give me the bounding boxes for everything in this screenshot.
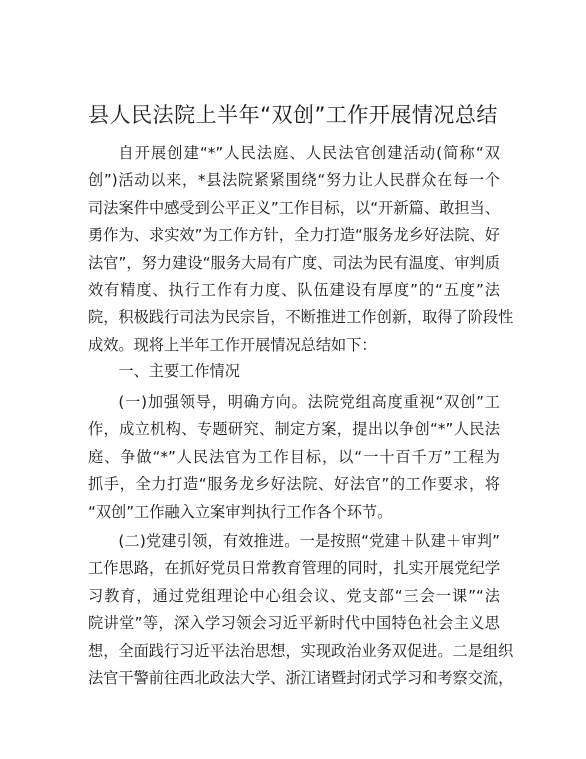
paragraph-line: 庭、争做“*”人民法官为工作目标，以“一十百千万”工程为 — [88, 447, 500, 466]
paragraph-line: 成效。现将上半年工作开展情况总结如下： — [88, 335, 377, 354]
paragraph-line: 院，积极践行司法为民宗旨，不断推进工作创新，取得了阶段性 — [88, 308, 514, 327]
section-heading: 一、主要工作情况 — [118, 362, 240, 380]
paragraph-line: 作，成立机构、专题研究、制定方案，提出以争创“*”人民法 — [88, 420, 500, 439]
paragraph-line: 勇作为、求实效”为工作方针，全力打造“服务龙乡好法院、好 — [88, 226, 500, 245]
paragraph-line: (一)加强领导，明确方向。法院党组高度重视“双创”工 — [118, 393, 500, 411]
paragraph-line: 法官干警前往西北政法大学、浙江诸暨封闭式学习和考察交流， — [88, 669, 514, 688]
intro-paragraph — [88, 140, 514, 359]
paragraph-line: 效有精度、执行工作有力度、队伍建设有厚度”的“五度”法 — [88, 281, 500, 300]
document-title: 县人民法院上半年“双创”工作开展情况总结 — [88, 103, 498, 127]
item1-paragraph — [88, 389, 500, 526]
paragraph-line: 工作思路，在抓好党员日常教育管理的同时，扎实开展党纪学 — [88, 559, 500, 578]
paragraph-line: 想，全面践行习近平法治思想，实现政治业务双促进。二是组织 — [88, 641, 514, 660]
item2-paragraph — [88, 528, 514, 692]
paragraph-line: 自开展创建“*”人民法庭、人民法官创建活动(简称“双 — [118, 144, 500, 162]
paragraph-line: “双创”工作融入立案审判执行工作各个环节。 — [88, 502, 393, 521]
paragraph-line: (二)党建引领，有效推进。一是按照“党建＋队建＋审判” — [118, 532, 500, 550]
paragraph-line: 法官”，努力建设“服务大局有广度、司法为民有温度、审判质 — [88, 253, 500, 272]
paragraph-line: 创”)活动以来，*县法院紧紧围绕“努力让人民群众在每一个 — [88, 171, 500, 190]
paragraph-line: 院讲堂”等，深入学习领会习近平新时代中国特色社会主义思 — [88, 614, 500, 633]
paragraph-line: 抓手，全力打造“服务龙乡好法院、好法官”的工作要求，将 — [88, 475, 500, 494]
paragraph-line: 习教育，通过党组理论中心组会议、党支部“三会一课”“法 — [88, 586, 500, 605]
paragraph-line: 司法案件中感受到公平正义”工作目标，以“开新篇、敢担当、 — [88, 198, 500, 217]
